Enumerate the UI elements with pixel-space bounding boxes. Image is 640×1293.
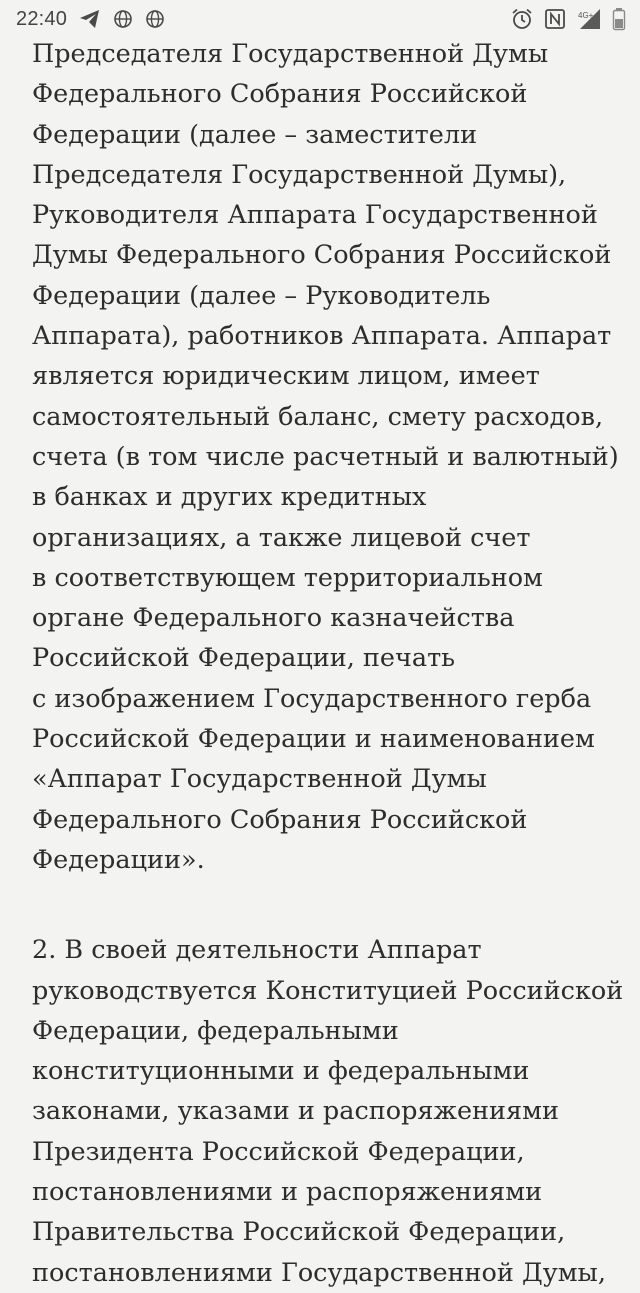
- battery-icon: [612, 7, 626, 31]
- globe-icon: [145, 9, 165, 29]
- text-line: «Аппарат Государственной Думы: [32, 764, 487, 795]
- text-line: Думы Федерального Собрания Российской: [32, 240, 612, 271]
- text-line: Федерации».: [32, 844, 205, 875]
- text-line: организациях, а также лицевой счет: [32, 522, 531, 553]
- status-time: 22:40: [16, 7, 68, 30]
- text-line: Федерального Собрания Российской: [32, 79, 528, 110]
- text-line: постановлениями и распоряжениями: [32, 1177, 543, 1208]
- paragraph-gap: [32, 880, 612, 930]
- text-line: Председателя Государственной Думы: [32, 39, 549, 69]
- text-line: Федерального Собрания Российской: [32, 804, 528, 835]
- text-line: с изображением Государственного герба: [32, 683, 592, 714]
- text-line: Аппарата), работников Аппарата. Аппарат: [32, 321, 612, 352]
- telegram-icon: [79, 9, 101, 29]
- text-line: Руководителя Аппарата Государственной: [32, 200, 598, 231]
- paragraph-2: [32, 930, 624, 1293]
- signal-icon: [576, 7, 602, 31]
- paragraph-1: [32, 34, 619, 880]
- text-line: 2. В своей деятельности Аппарат: [32, 935, 482, 966]
- text-line: Российской Федерации и наименованием: [32, 724, 595, 755]
- status-bar: [0, 0, 640, 38]
- text-line: Российской Федерации, печать: [32, 643, 456, 674]
- text-line: руководствуется Конституцией Российской: [32, 975, 624, 1006]
- nfc-icon: [544, 8, 566, 30]
- text-line: счета (в том числе расчетный и валютный): [32, 441, 619, 472]
- globe-icon: [113, 9, 133, 29]
- article-body: [32, 34, 624, 1293]
- text-line: Президента Российской Федерации,: [32, 1136, 525, 1167]
- status-right: [500, 0, 626, 38]
- text-line: Председателя Государственной Думы),: [32, 159, 567, 190]
- alarm-icon: [510, 7, 534, 31]
- network-type-label: 4G+: [578, 11, 594, 20]
- text-line: постановлениями Государственной Думы,: [32, 1257, 606, 1288]
- text-line: законами, указами и распоряжениями: [32, 1096, 559, 1127]
- text-line: органе Федерального казначейства: [32, 603, 515, 634]
- text-line: в соответствующем территориальном: [32, 562, 543, 593]
- text-line: Федерации, федеральными: [32, 1015, 399, 1046]
- text-line: самостоятельный баланс, смету расходов,: [32, 401, 604, 432]
- text-line: Федерации (далее – заместители: [32, 119, 478, 150]
- text-line: Федерации (далее – Руководитель: [32, 280, 491, 311]
- text-line: конституционными и федеральными: [32, 1056, 530, 1087]
- status-left: [16, 0, 177, 38]
- text-line: в банках и других кредитных: [32, 482, 427, 513]
- text-line: является юридическим лицом, имеет: [32, 361, 540, 392]
- text-line: Правительства Российской Федерации,: [32, 1217, 566, 1248]
